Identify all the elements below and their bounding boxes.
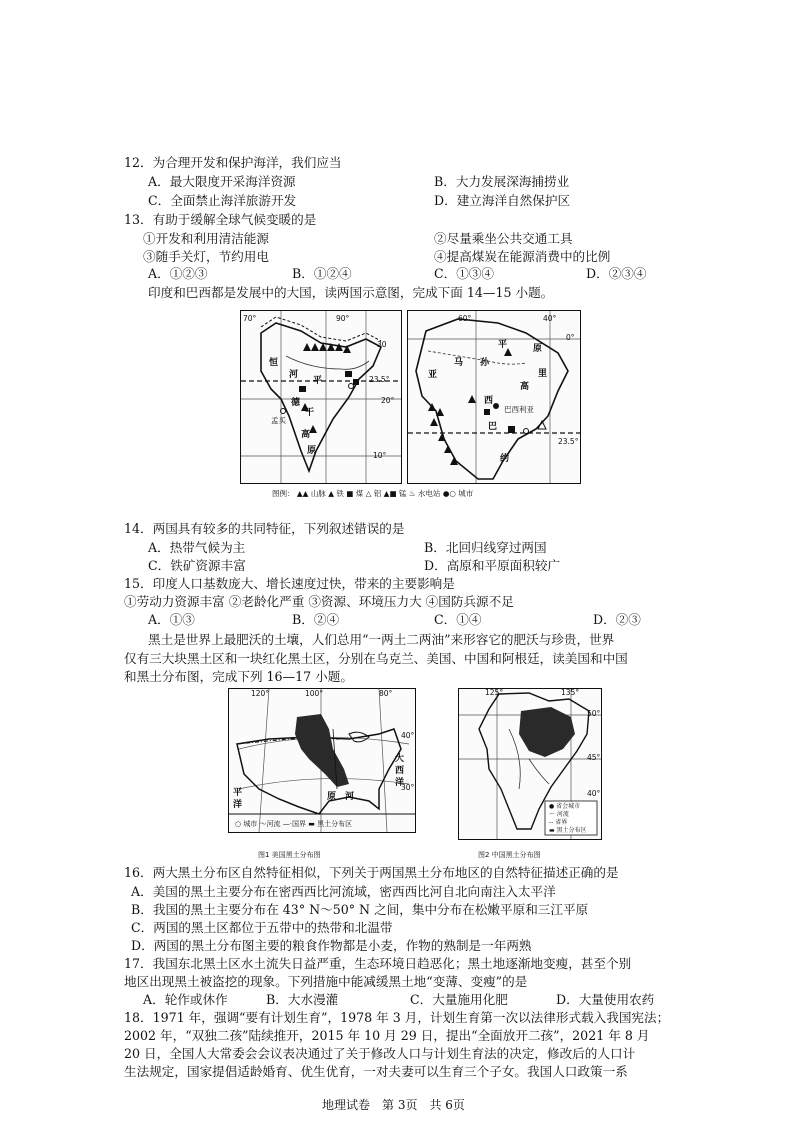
q15-option-d: D．②③ <box>593 612 641 627</box>
q18-line2: 2002 年，“双独二孩”陆续推开，2015 年 10 月 29 日，提出“全面放开二孩”，2021 年 8 月 <box>124 1028 650 1043</box>
q16-option-c: C．两国的黑土区都位于五带中的热带和北温带 <box>131 920 393 935</box>
intro-16-17-line3: 和黑土分布图，完成下列 16—17 小题。 <box>124 669 353 684</box>
q14-option-b: B．北回归线穿过两国 <box>424 540 547 555</box>
q14-option-a: A．热带气候为主 <box>148 540 246 555</box>
q15-statements: ①劳动力资源丰富 ②老龄化严重 ③资源、环境压力大 ④国防兵源不足 <box>124 594 514 609</box>
india-brazil-map-figure <box>240 310 583 500</box>
q13-option-a: A．①②③ <box>148 266 208 281</box>
map2-legend: ○ 城市 ～河流 —·国界 ▬ 黑土分布区 <box>235 820 353 828</box>
intro-14-15: 印度和巴西都是发展中的大国，读两国示意图，完成下面 14—15 小题。 <box>148 285 554 300</box>
china-black-soil-map: 125° 135° 50° 45° 40° ● 省会城市 ～ 河流 -- 省界 ▬ 黑土分布区 <box>458 688 602 840</box>
q17-option-d: D．大量使用农药 <box>556 992 655 1007</box>
q15-option-a: A．①③ <box>148 612 195 627</box>
q18-line1: 18．1971 年，强调“要有计划生育”，1978 年 3 月，计划生育第一次以法律形式载入我国宪法； <box>124 1010 670 1025</box>
q12-stem: 12．为合理开发和保护海洋，我们应当 <box>124 155 342 170</box>
q17-stem-line1: 17．我国东北黑土区水土流失日益严重，生态环境日趋恶化；黑土地逐渐地变瘦，甚至个别 <box>124 956 632 971</box>
intro-16-17-line2: 仅有三大块黑土区和一块红化黑土区，分别在乌克兰、美国、中国和阿根廷，读美国和中国 <box>124 651 628 666</box>
map1-legend: 图例： ▲▲ 山脉 ▲ 铁 ■ 煤 △ 铝 ▲■ 锰 ♨ 水电站 ●○ 城市 <box>272 489 474 498</box>
usa-black-soil-map: 120° 100° 80° 40° 30° 大 西 洋 平 洋 原 河 ○ 城市 ～河流 —·国界 ▬ 黑土分布区 <box>228 688 416 833</box>
brazil-map: 60° 40° 0° 23.5° 亚 马 孙 平 原 高 西 巴西利亚 巴 里 约 <box>407 310 581 484</box>
q14-option-d: D．高原和平原面积较广 <box>424 558 561 573</box>
q16-option-b: B．我国的黑土主要分布在 43° N～50° N 之间，集中分布在松嫩平原和三江平原 <box>131 902 589 917</box>
q18-line3: 20 日，全国人大常委会会议表决通过了关于修改人口与计划生育法的决定，修改后的人口计 <box>124 1046 636 1061</box>
india-map: 70° 90° 30 23.5° 20° 10° 恒 河 平 德 干 高 原 孟买 <box>240 310 402 484</box>
q15-option-c: C．①④ <box>434 612 482 627</box>
page-footer: 地理试卷 第 3页 共 6页 <box>322 1098 465 1112</box>
q13-option-d: D．②③④ <box>586 266 647 281</box>
q13-option-c: C．①③④ <box>434 266 495 281</box>
q15-option-b: B．②④ <box>292 612 340 627</box>
q13-statement-2: ②尽量乘坐公共交通工具 <box>434 231 573 246</box>
q12-option-c: C．全面禁止海洋旅游开发 <box>148 193 297 208</box>
q14-option-c: C．铁矿资源丰富 <box>148 558 246 573</box>
q12-option-b: B．大力发展深海捕捞业 <box>434 174 570 189</box>
q17-option-a: A．轮作或休作 <box>143 992 228 1007</box>
q13-statement-4: ④提高煤炭在能源消费中的比例 <box>434 249 611 264</box>
map2-caption: 图1 美国黑土分布图 <box>258 851 321 859</box>
map3-legend: ● 省会城市 ～ 河流 -- 省界 ▬ 黑土分布区 <box>549 803 587 834</box>
q17-stem-line2: 地区出现黑土被盗挖的现象。下列措施中能减缓黑土地“变薄、变瘦”的是 <box>124 974 528 989</box>
q13-stem: 13．有助于缓解全球气候变暖的是 <box>124 212 317 227</box>
q16-option-a: A．美国的黑土主要分布在密西西比河流域，密西西比河自北向南注入太平洋 <box>131 884 556 899</box>
q12-option-d: D．建立海洋自然保护区 <box>434 193 571 208</box>
q13-statement-1: ①开发和利用清洁能源 <box>143 231 269 246</box>
q16-stem: 16．两大黑土分布区自然特征相似，下列关于两国黑土分布地区的自然特征描述正确的是 <box>124 865 619 880</box>
q13-statement-3: ③随手关灯，节约用电 <box>143 249 269 264</box>
q18-line4: 生法规定，国家提倡适龄婚育、优生优育，一对夫妻可以生育三个子女。我国人口政策一系 <box>124 1064 628 1079</box>
q14-stem: 14．两国具有较多的共同特征，下列叙述错误的是 <box>124 521 405 536</box>
q12-option-a: A．最大限度开采海洋资源 <box>148 174 296 189</box>
intro-16-17-line1: 黑土是世界上最肥沃的土壤，人们总用“一两土二两油”来形容它的肥沃与珍贵，世界 <box>148 632 615 647</box>
q13-option-b: B．①②④ <box>292 266 352 281</box>
map3-caption: 图2 中国黑土分布图 <box>478 851 541 859</box>
q17-option-b: B．大水漫灌 <box>266 992 339 1007</box>
q15-stem: 15．印度人口基数庞大、增长速度过快，带来的主要影响是 <box>124 576 455 591</box>
q16-option-d: D．两国的黑土分布图主要的粮食作物都是小麦，作物的熟制是一年两熟 <box>131 938 532 953</box>
q17-option-c: C．大量施用化肥 <box>410 992 508 1007</box>
